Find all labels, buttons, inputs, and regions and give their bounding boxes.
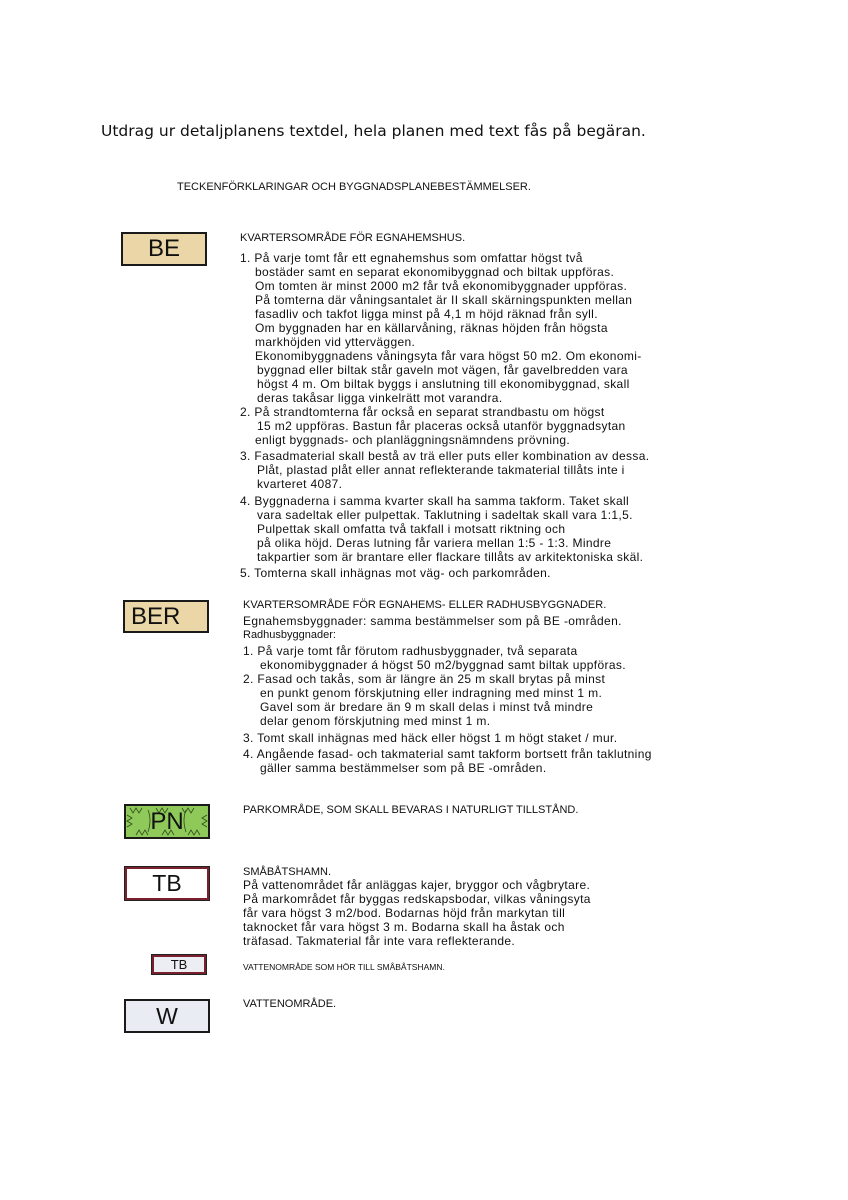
tb-water-section xyxy=(243,962,445,972)
be-line: fasadliv och takfot ligga minst på 4,1 m höjd räknad från syll. xyxy=(255,307,598,321)
ber-line: 1. På varje tomt får förutom radhusbyggnader, två separata xyxy=(243,644,578,658)
ber-line: gäller samma bestämmelser som på BE -områden. xyxy=(260,761,547,775)
intro-text: Utdrag ur detaljplanens textdel, hela planen med text fås på begäran. xyxy=(101,122,646,140)
be-line: 15 m2 uppföras. Bastun får placeras också utanför byggnadsytan xyxy=(257,419,626,433)
w-symbol xyxy=(124,999,210,1033)
be-line: byggnad eller biltak står gaveln mot vägen, får gavelbredden vara xyxy=(257,363,628,377)
ber-line: 4. Angående fasad- och takmaterial samt takform bortsett från taklutning xyxy=(243,747,652,761)
be-line: på olika höjd. Deras lutning får variera mellan 1:5 - 1:3. Mindre xyxy=(257,536,612,550)
be-symbol-label: BE xyxy=(147,235,180,262)
pn-title: PARKOMRÅDE, SOM SKALL BEVARAS I NATURLIGT TILLSTÅND. xyxy=(243,804,579,816)
tb-title: SMÅBÅTSHAMN. xyxy=(243,866,332,878)
be-line: 4. Byggnaderna i samma kvarter skall ha samma takform. Taket skall xyxy=(240,494,630,508)
ber-line: Radhusbyggnader: xyxy=(243,629,336,641)
ber-section xyxy=(243,599,652,775)
be-line: markhöjden vid ytterväggen. xyxy=(255,335,416,349)
be-title: KVARTERSOMRÅDE FÖR EGNAHEMSHUS. xyxy=(240,232,466,244)
be-line: Om tomten är minst 2000 m2 får två ekonomibyggnader uppföras. xyxy=(255,279,628,293)
pn-symbol-label: PN xyxy=(150,807,184,835)
ber-line: delar genom förskjutning med minst 1 m. xyxy=(260,714,491,728)
tb-water-symbol xyxy=(151,954,207,975)
be-line: takpartier som är brantare eller flackare tillåts av arkitektoniska skäl. xyxy=(257,550,644,564)
tb-line: träfasad. Takmaterial får inte vara reflekterande. xyxy=(243,934,516,948)
tb-line: får vara högst 3 m2/bod. Bodarnas höjd från markytan till xyxy=(243,906,566,920)
w-symbol-label: W xyxy=(156,1002,178,1029)
ber-line: 2. Fasad och takås, som är längre än 25 m skall brytas på minst xyxy=(243,672,606,686)
ber-title: KVARTERSOMRÅDE FÖR EGNAHEMS- ELLER RADHUSBYGGNADER. xyxy=(243,599,607,611)
be-line: Plåt, plastad plåt eller annat reflekterande takmaterial tillåts inte i xyxy=(257,463,625,477)
ber-line: en punkt genom förskjutning eller indragning med minst 1 m. xyxy=(260,686,603,700)
pn-section xyxy=(243,804,578,816)
be-line: kvarteret 4087. xyxy=(257,477,343,491)
w-title: VATTENOMRÅDE. xyxy=(243,998,337,1010)
tb-symbol xyxy=(124,866,210,901)
tb-water-title: VATTENOMRÅDE SOM HÖR TILL SMÅBÅTSHAMN. xyxy=(243,962,445,972)
be-line: 1. På varje tomt får ett egnahemshus som omfattar högst två xyxy=(240,251,583,265)
tb-line: taknocket får vara högst 3 m. Bodarna skall ha åstak och xyxy=(243,920,565,934)
ber-symbol-label: BER xyxy=(131,602,181,630)
ber-line: Egnahemsbyggnader: samma bestämmelser som på BE -områden. xyxy=(243,614,622,628)
be-symbol xyxy=(121,232,207,266)
tb-section xyxy=(243,866,591,948)
tb-line: På markområdet får byggas redskapsbodar, vilkas våningsyta xyxy=(243,892,591,906)
be-line: enligt byggnads- och planläggningsnämndens prövning. xyxy=(255,433,571,447)
be-section xyxy=(240,232,649,580)
ber-symbol xyxy=(123,600,209,633)
be-line: 5. Tomterna skall inhägnas mot väg- och parkområden. xyxy=(240,566,551,580)
tb-symbol-label: TB xyxy=(152,870,182,896)
be-line: På tomterna där våningsantalet är II skall skärningspunkten mellan xyxy=(255,293,633,307)
w-section xyxy=(243,998,336,1010)
tb-line: På vattenområdet får anläggas kajer, bryggor och vågbrytare. xyxy=(243,878,591,892)
legend-heading: TECKENFÖRKLARINGAR OCH BYGGNADSPLANEBESTÄMMELSER. xyxy=(177,181,531,193)
be-line: Om byggnaden har en källarvåning, räknas höjden från högsta xyxy=(255,321,608,335)
tb-water-symbol-label: TB xyxy=(170,957,188,972)
ber-line: ekonomibyggnader á högst 50 m2/byggnad samt biltak uppföras. xyxy=(260,658,626,672)
be-line: 2. På strandtomterna får också en separat strandbastu om högst xyxy=(240,405,605,419)
be-line: deras takåsar ligga vinkelrätt mot varandra. xyxy=(257,391,503,405)
ber-line: Gavel som är bredare än 9 m skall delas i minst två mindre xyxy=(260,700,594,714)
be-line: bostäder samt en separat ekonomibyggnad och biltak uppföras. xyxy=(255,265,615,279)
be-line: Ekonomibyggnadens våningsyta får vara högst 50 m2. Om ekonomi- xyxy=(255,349,642,363)
be-line: högst 4 m. Om biltak byggs i anslutning till ekonomibyggnad, skall xyxy=(257,377,630,391)
be-line: 3. Fasadmaterial skall bestå av trä eller puts eller kombination av dessa. xyxy=(240,449,650,463)
be-line: vara sadeltak eller pulpettak. Taklutning i sadeltak skall vara 1:1,5. xyxy=(257,508,633,522)
be-line: Pulpettak skall omfatta två takfall i motsatt riktning och xyxy=(257,522,566,536)
ber-line: 3. Tomt skall inhägnas med häck eller högst 1 m högt staket / mur. xyxy=(243,731,618,745)
pn-symbol xyxy=(124,804,210,839)
